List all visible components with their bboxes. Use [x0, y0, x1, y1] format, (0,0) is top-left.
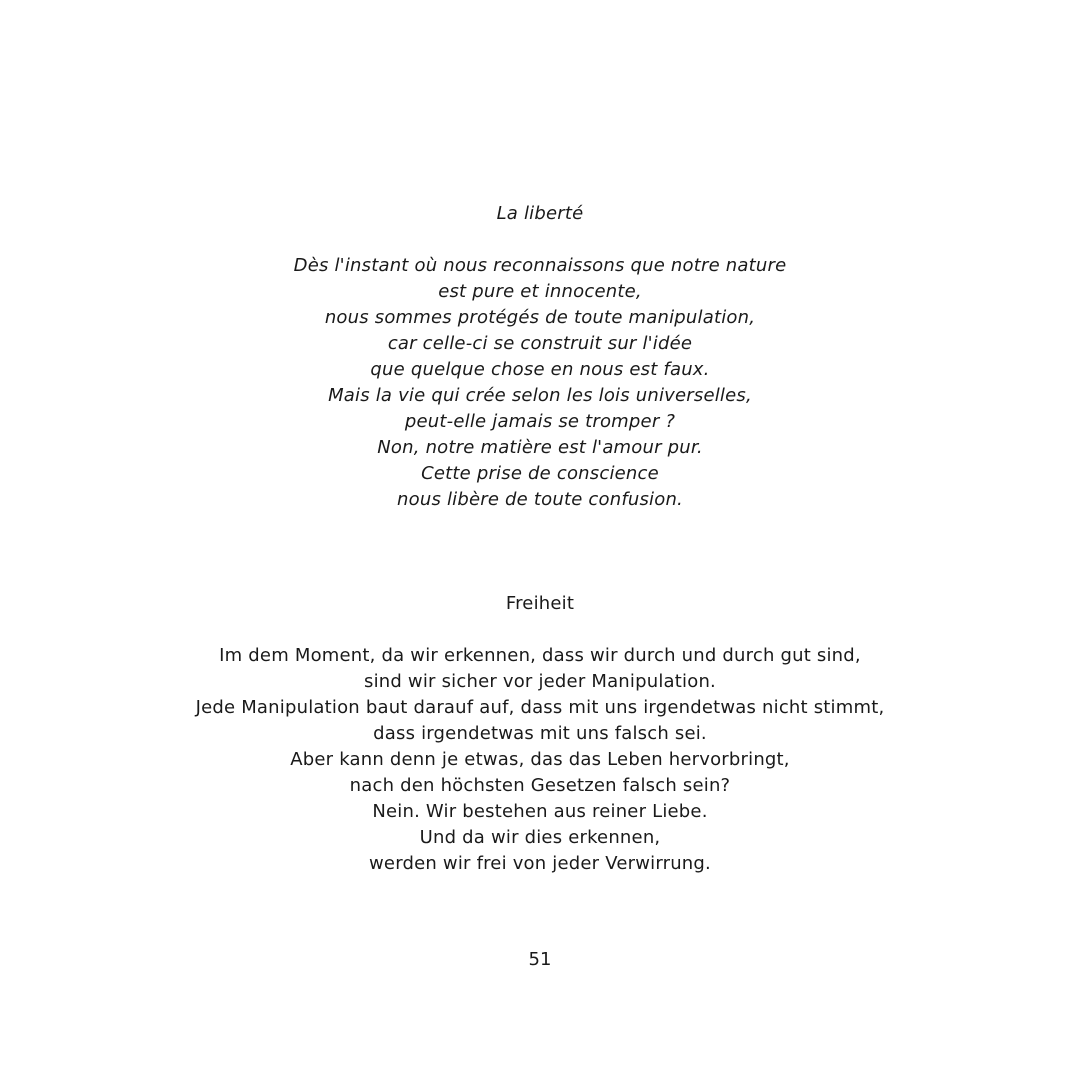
german-poem-line: nach den höchsten Gesetzen falsch sein? [349, 775, 731, 796]
german-poem-line: Im dem Moment, da wir erkennen, dass wir durch und durch gut sind, [219, 645, 861, 666]
page-number: 51 [528, 949, 552, 970]
french-poem-line: peut-elle jamais se tromper ? [404, 411, 676, 432]
german-poem-line: Jede Manipulation baut darauf auf, dass mit uns irgendetwas nicht stimmt, [195, 697, 885, 718]
french-poem-line: Dès l'instant où nous reconnaissons que notre nature [293, 255, 787, 276]
french-poem-line: Non, notre matière est l'amour pur. [377, 437, 703, 458]
german-poem [0, 591, 1080, 877]
german-poem-title: Freiheit [505, 593, 575, 614]
french-poem-line: nous libère de toute confusion. [397, 489, 683, 510]
french-poem-title: La liberté [496, 203, 584, 224]
german-poem-body [0, 643, 1080, 877]
german-poem-line: Aber kann denn je etwas, das das Leben hervorbringt, [290, 749, 790, 770]
french-poem-line: que quelque chose en nous est faux. [370, 359, 710, 380]
german-poem-line: sind wir sicher vor jeder Manipulation. [364, 671, 716, 692]
french-poem [0, 201, 1080, 513]
french-poem-body [0, 253, 1080, 513]
french-poem-line: est pure et innocente, [438, 281, 642, 302]
german-poem-line: dass irgendetwas mit uns falsch sei. [373, 723, 707, 744]
german-poem-line: Nein. Wir bestehen aus reiner Liebe. [372, 801, 708, 822]
german-poem-line: Und da wir dies erkennen, [419, 827, 661, 848]
french-poem-line: car celle-ci se construit sur l'idée [387, 333, 693, 354]
french-poem-line: nous sommes protégés de toute manipulation, [324, 307, 756, 328]
german-poem-line: werden wir frei von jeder Verwirrung. [369, 853, 711, 874]
french-poem-line: Mais la vie qui crée selon les lois universelles, [328, 385, 752, 406]
french-poem-line: Cette prise de conscience [421, 463, 659, 484]
